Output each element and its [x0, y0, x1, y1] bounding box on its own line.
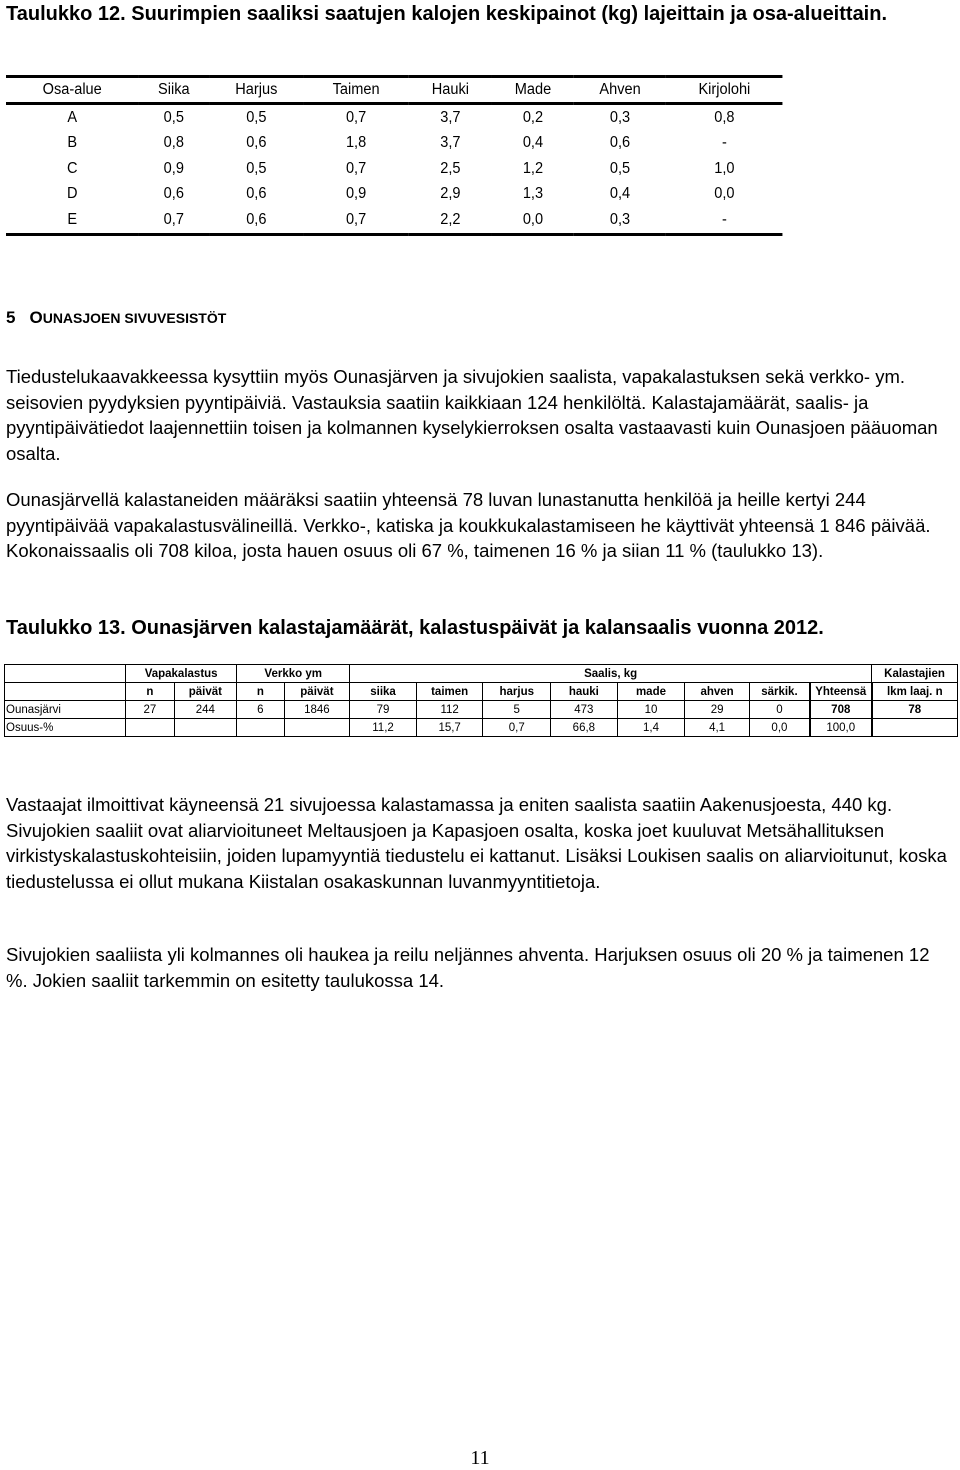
- table13-value-cell: 11,2: [350, 719, 417, 737]
- table12-value-cell: 1,8: [345, 134, 367, 152]
- table12-value-cell: 0,5: [246, 159, 267, 177]
- table13-value-cell: 1,4: [617, 719, 685, 737]
- table12-header: Ahven: [574, 77, 667, 104]
- table13-subheader: n: [126, 683, 174, 701]
- table12-value-cell: 0,7: [303, 207, 408, 234]
- table12-caption: Taulukko 12. Suurimpien saaliksi saatujen kalojen keskipainot (kg) lajeittain ja osa-alueittain.: [6, 3, 888, 25]
- table12-value-cell: 0,4: [522, 134, 544, 152]
- table13-corner-cell: [5, 683, 126, 701]
- table12-header: Harjus: [209, 77, 303, 104]
- table12-value-cell: 0,8: [163, 134, 184, 152]
- table13-value-cell: [284, 719, 350, 737]
- table12-value-cell: 0,9: [163, 159, 184, 177]
- table13-value-cell: 112: [416, 701, 483, 719]
- table12-value-cell: 2,9: [440, 185, 461, 203]
- table13-subheader: lkm laaj. n: [872, 683, 958, 701]
- table13-value-cell: 244: [174, 701, 237, 719]
- table13-value-cell: 708: [810, 701, 872, 719]
- table13-row-label: Ounasjärvi: [5, 701, 126, 719]
- section-title-rest: UNASJOEN SIVUVESISTÖT: [42, 310, 227, 326]
- table12-header: Made: [492, 77, 574, 104]
- table13-value-cell: 1846: [284, 701, 350, 719]
- table12-area-cell: A: [67, 108, 78, 126]
- table12-value-cell: 0,6: [163, 185, 184, 203]
- table13-subheader: siika: [350, 683, 417, 701]
- table12-value-cell: 0,0: [714, 185, 735, 203]
- table12-row: [6, 131, 782, 157]
- table12: [6, 75, 782, 236]
- table13-subheader: taimen: [416, 683, 483, 701]
- table13-subheader: päivät: [284, 683, 350, 701]
- table13-caption: Taulukko 13. Ounasjärven kalastajamäärät, kalastuspäivät ja kalansaalis vuonna 2012.: [6, 617, 824, 639]
- table13-value-cell: 78: [872, 701, 958, 719]
- table13-subheader-row: [5, 683, 958, 701]
- table13-subheader: n: [237, 683, 284, 701]
- table12-value-cell: 3,7: [440, 108, 461, 126]
- table13-row-label: Osuus-%: [5, 719, 126, 737]
- table12-value-cell: 2,2: [409, 207, 492, 234]
- paragraph: Tiedustelukaavakkeessa kysyttiin myös Ounasjärven ja sivujokien saalista, vapakalastuksen sekä verkko- ym. seisovien pyydyksien pyyntipäiviä. Vastauksia saatiin kaikkiaan 124 henkilöltä. Kalastajamäärät, saalis- ja pyyntipäivätiedot laajennettiin toisen ja kolmannen kyselykierroksen osalta vastaavasti kuin Ounasjoen pääuoman osalta.: [6, 366, 938, 464]
- paragraph: Vastaajat ilmoittivat käyneensä 21 sivujoessa kalastamassa ja eniten saalista saatiin Aakenusjoesta, 440 kg. Sivujokien saaliit ovat aliarvioituneet Meltausjoen ja Kapasjoen osalta, koska joet kuuluvat Metsähallituksen virkistyskalastuskohteisiin, joiden lupamyyntiä tiedustelu ei kattanut. Lisäksi Loukisen saalis on aliarvioitunut, koska tiedustelussa ei ollut mukana Kiistalan osakaskunnan luvanmyyntitietoja.: [6, 794, 947, 892]
- table13-value-cell: 0,7: [483, 719, 551, 737]
- table12-value-cell: 0,6: [609, 134, 631, 152]
- table12-value-cell: 0,3: [609, 108, 631, 126]
- paragraph: Sivujokien saaliista yli kolmannes oli haukea ja reilu neljännes ahventa. Harjuksen osuus oli 20 % ja taimenen 12 %. Jokien saaliit tarkemmin on esitetty taulukossa 14.: [6, 944, 930, 991]
- table13-row: [5, 701, 958, 719]
- table12-value-cell: 1,2: [522, 159, 544, 177]
- table13-value-cell: 4,1: [685, 719, 750, 737]
- table12-header-row: [6, 77, 782, 104]
- table13-subheader: hauki: [551, 683, 618, 701]
- table13-group-saalis: Saalis, kg: [350, 665, 872, 683]
- table12-area-cell: C: [66, 159, 78, 177]
- table13-subheader: made: [617, 683, 685, 701]
- table12-area-cell: E: [6, 207, 138, 234]
- section-heading: [6, 308, 226, 328]
- table12-row: [6, 182, 782, 208]
- section-number: 5: [6, 308, 16, 327]
- table13-row: [5, 719, 958, 737]
- table12-value-cell: 0,5: [609, 159, 631, 177]
- table12-header: Osa-alue: [6, 77, 138, 104]
- table13-corner-cell: [5, 665, 126, 683]
- table12-value-cell: 0,3: [574, 207, 667, 234]
- table13-value-cell: 29: [685, 701, 750, 719]
- table12-row: [6, 156, 782, 182]
- table12-value-cell: 0,5: [163, 108, 184, 126]
- table12-row: [6, 104, 782, 131]
- table13-subheader: päivät: [174, 683, 237, 701]
- table12-value-cell: 0,8: [714, 108, 735, 126]
- table12-value-cell: 3,7: [440, 134, 461, 152]
- table12-value-cell: 1,0: [714, 159, 735, 177]
- table12-row: [6, 207, 782, 234]
- table13-subheader: ahven: [685, 683, 750, 701]
- table12-header: Hauki: [409, 77, 492, 104]
- table13-group-vapakalastus: Vapakalastus: [126, 665, 237, 683]
- table13-value-cell: 66,8: [551, 719, 618, 737]
- table12-value-cell: 0,7: [345, 159, 367, 177]
- table13-value-cell: 0: [749, 701, 810, 719]
- table13-value-cell: 100,0: [810, 719, 872, 737]
- section-title-initial: O: [29, 308, 43, 327]
- table13: [4, 664, 958, 737]
- paragraph: Ounasjärvellä kalastaneiden määräksi saatiin yhteensä 78 luvan lunastanutta henkilöä ja heille kertyi 244 pyyntipäivää vapakalastusvälineillä. Verkko-, katiska ja koukkukalastamiseen he käyttivät yhteensä 1 846 päivää. Kokonaissaalis oli 708 kiloa, josta hauen osuus oli 67 %, taimenen 16 % ja siian 11 % (taulukko 13).: [6, 489, 931, 561]
- table12-value-cell: 0,2: [522, 108, 544, 126]
- table13-value-cell: 79: [350, 701, 417, 719]
- table12-value-cell: 0,9: [345, 185, 367, 203]
- table12-value-cell: 0,5: [246, 108, 267, 126]
- table12-value-cell: -: [666, 207, 782, 234]
- table13-group-kalastajien: Kalastajien: [872, 665, 958, 683]
- table12-header: Taimen: [303, 77, 408, 104]
- table12-value-cell: 0,7: [138, 207, 209, 234]
- table12-value-cell: -: [721, 134, 727, 152]
- table13-subheader: Yhteensä: [810, 683, 872, 701]
- table13-subheader: särkik.: [749, 683, 810, 701]
- table13-subheader: harjus: [483, 683, 551, 701]
- table12-value-cell: 2,5: [440, 159, 461, 177]
- table12-value-cell: 0,0: [492, 207, 574, 234]
- table12-value-cell: 0,4: [609, 185, 631, 203]
- table12-value-cell: 0,6: [246, 185, 267, 203]
- table13-value-cell: [237, 719, 284, 737]
- table12-value-cell: 0,6: [246, 134, 267, 152]
- table12-value-cell: 0,6: [209, 207, 303, 234]
- table13-value-cell: 0,0: [749, 719, 810, 737]
- table13-value-cell: 27: [126, 701, 174, 719]
- table13-value-cell: 5: [483, 701, 551, 719]
- table13-group-verkko: Verkko ym: [237, 665, 350, 683]
- page-number: 11: [470, 1447, 490, 1469]
- table13-value-cell: 473: [551, 701, 618, 719]
- table13-value-cell: [126, 719, 174, 737]
- table12-area-cell: B: [67, 134, 78, 152]
- table13-value-cell: [872, 719, 958, 737]
- table13-value-cell: 10: [617, 701, 685, 719]
- table12-value-cell: 0,7: [345, 108, 367, 126]
- table13-group-header-row: [5, 665, 958, 683]
- table13-value-cell: 6: [237, 701, 284, 719]
- table12-value-cell: 1,3: [522, 185, 544, 203]
- table12-header: Kirjolohi: [666, 77, 782, 104]
- table12-header: Siika: [138, 77, 209, 104]
- table13-value-cell: 15,7: [416, 719, 483, 737]
- table13-value-cell: [174, 719, 237, 737]
- table12-area-cell: D: [66, 185, 78, 203]
